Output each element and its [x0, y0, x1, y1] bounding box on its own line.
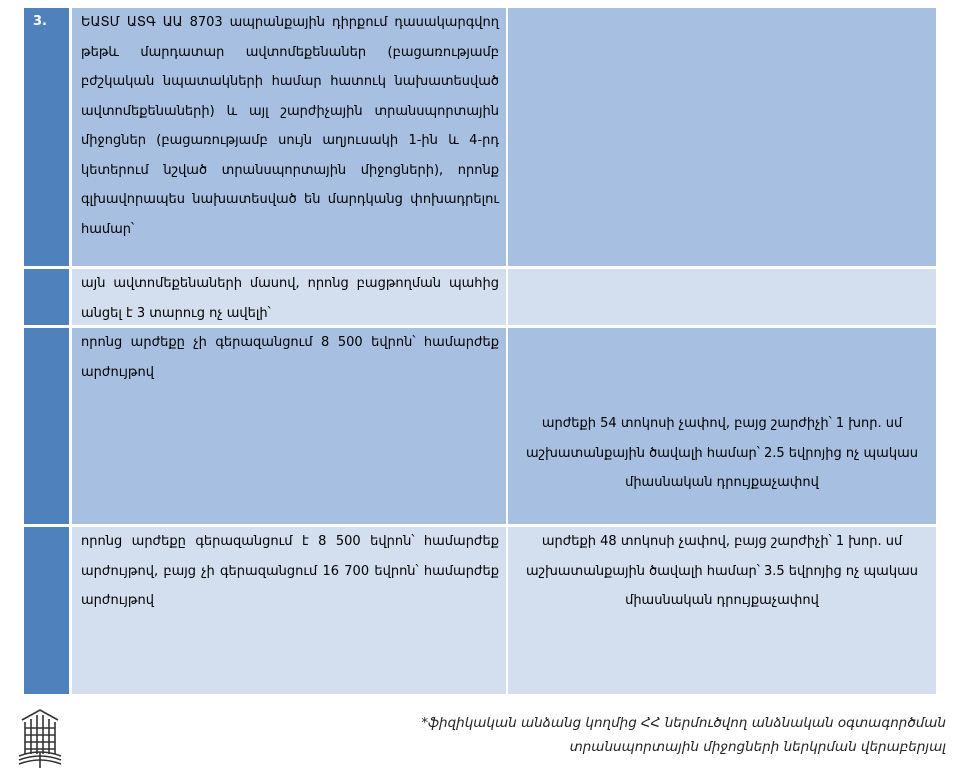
row-number: 3. [33, 14, 47, 29]
description-cell: որոնց արժեքը չի գերազանցում 8 500 եվրոն՝ համարժեք արժույթով [72, 328, 506, 524]
row-number-cell [24, 527, 69, 694]
building-book-logo-icon [16, 702, 64, 770]
tariff-table [24, 8, 936, 694]
rate-cell [508, 8, 936, 266]
rate-cell [508, 269, 936, 325]
row-number-cell [24, 269, 69, 325]
footnote [326, 711, 946, 759]
row-number-cell [24, 8, 69, 266]
rate-cell: արժեքի 54 տոկոսի չափով, բայց շարժիչի՝ 1 խոր. սմ աշխատանքային ծավալի համար՝ 2.5 եվրոյից ոչ պակաս միասնական դրույքաչափով [508, 328, 936, 524]
footnote-line: տրանսպորտային միջոցների ներկրման վերաբերյալ [569, 739, 946, 755]
description-cell: որոնց արժեքը գերազանցում է 8 500 եվրոն՝ համարժեք արժույթով, բայց չի գերազանցում 16 700 եվրոն՝ համարժեք արժույթով [72, 527, 506, 694]
footnote-line: *ֆիզիկական անձանց կողմից ՀՀ ներմուծվող անձնական օգտագործման [421, 715, 946, 731]
row-number-cell [24, 328, 69, 524]
description-cell: այն ավտոմեքենաների մասով, որոնց բացթողման պահից անցել է 3 տարուց ոչ ավելի՝ [72, 269, 506, 325]
description-cell: ԵԱՏՄ ԱՏԳ ԱԱ 8703 ապրանքային դիրքում դասակարգվող թեթև մարդատար ավտոմեքենաներ (բացառությամբ բժշկական նպատակների համար հատուկ նախատեսված ավտոմեքենաների) և այլ շարժիչային տրանսպորտային միջոցներ (բացառությամբ սույն աղյուսակի 1-ին և 4-րդ կետերում նշված տրանսպորտային միջոցների), որոնք գլխավորապես նախատեսված են մարդկանց փոխադրելու համար՝ [72, 8, 506, 266]
rate-cell: արժեքի 48 տոկոսի չափով, բայց շարժիչի՝ 1 խոր. սմ աշխատանքային ծավալի համար՝ 3.5 եվրոյից ոչ պակաս միասնական դրույքաչափով [508, 527, 936, 694]
